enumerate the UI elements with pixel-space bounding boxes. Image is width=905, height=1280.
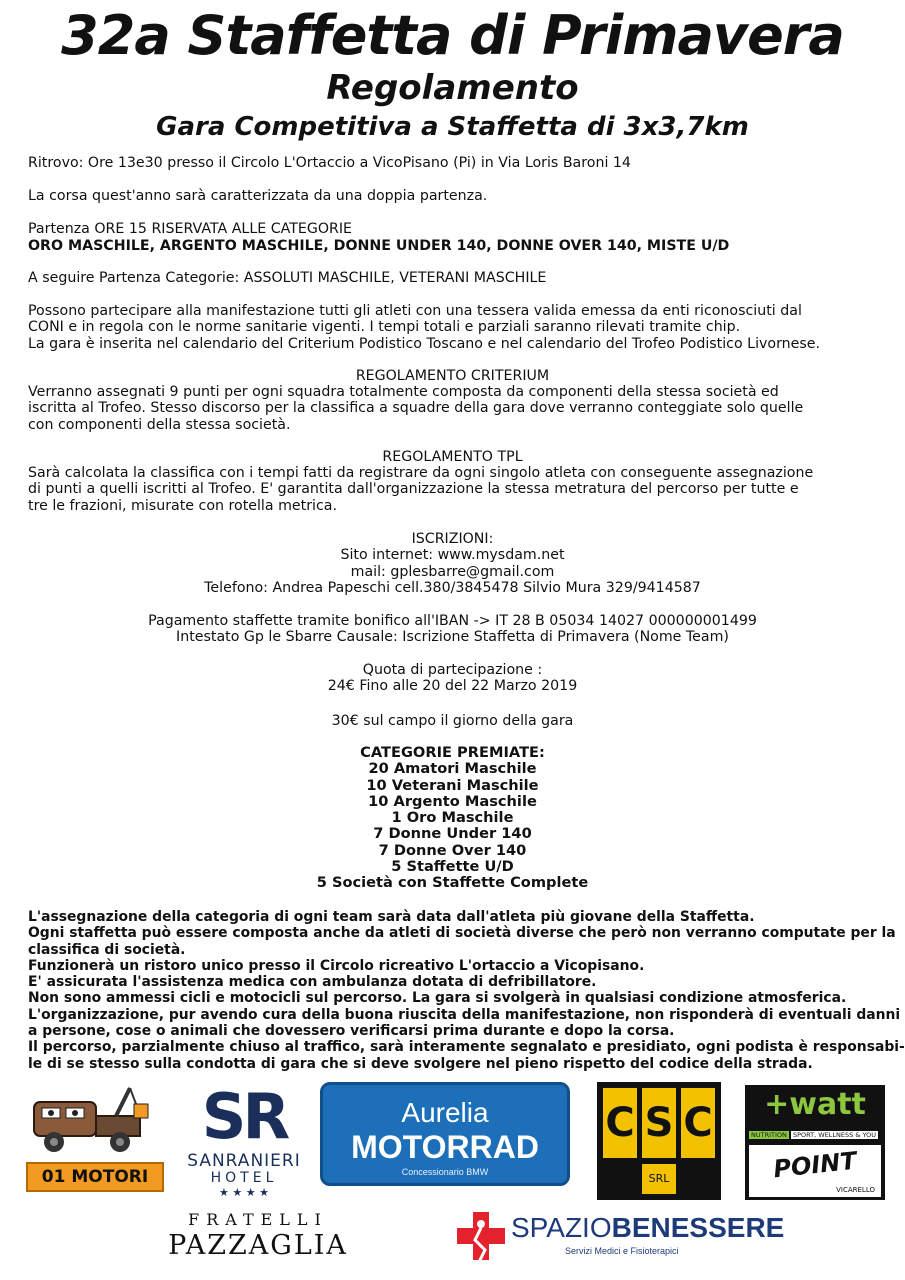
categoria-item: 7 Donne Under 140 (373, 825, 532, 843)
spazio-subtitle: Servizi Medici e Fisioterapici (565, 1246, 679, 1256)
sponsor-01-motori-logo (26, 1080, 166, 1195)
rule-line: Non sono ammessi cicli e motocicli sul percorso. La gara si svolgerà in qualsiasi condizione atmosferica. (28, 990, 847, 1007)
tpl-line: Sarà calcolata la classifica con i tempi fatti da registrare da ogni singolo atleta con conseguente assegnazione (28, 465, 814, 481)
sito-line: Sito internet: www.mysdam.net (340, 547, 565, 564)
tpl-line: tre le frazioni, misurate con rotella metrica. (28, 497, 337, 514)
doppia-partenza-line: La corsa quest'anno sarà caratterizzata da una doppia partenza. (28, 188, 488, 204)
tow-truck-icon (26, 1080, 166, 1160)
partenza-line-2: ORO MASCHILE, ARGENTO MASCHILE, DONNE UNDER 140, DONNE OVER 140, MISTE U/D (28, 238, 730, 254)
iscrizioni-block (0, 531, 905, 596)
sanranieri-stars: ★ ★ ★ ★ (219, 1186, 269, 1199)
watt-point: POINT (772, 1146, 858, 1184)
watt-tag-2: SPORT, WELLNESS & YOU (792, 1131, 876, 1139)
iscrizioni-heading: ISCRIZIONI: (411, 531, 494, 547)
quota-heading: Quota di partecipazione : (362, 662, 543, 678)
pagamento-block (0, 613, 905, 646)
csc-letter: C (603, 1088, 637, 1158)
motori-label: 01 MOTORI (26, 1162, 164, 1192)
pazzaglia-fratelli: FRATELLI (188, 1210, 328, 1229)
csc-srl: SRL (642, 1164, 676, 1194)
seguire-line: A seguire Partenza Categorie: ASSOLUTI MASCHILE, VETERANI MASCHILE (28, 270, 547, 286)
sanranieri-name: SANRANIERI (187, 1151, 301, 1171)
sponsor-aurelia-motorrad-logo (320, 1082, 570, 1186)
mail-line: mail: gplesbarre@gmail.com (350, 563, 555, 580)
quota-early: 24€ Fino alle 20 del 22 Marzo 2019 (327, 678, 578, 695)
intestato-line: Intestato Gp le Sbarre Causale: Iscrizione Staffetta di Primavera (Nome Team) (176, 629, 729, 646)
categoria-item: 5 Società con Staffette Complete (316, 874, 589, 892)
benessere-word: BENESSERE (611, 1212, 785, 1243)
sponsor-spazio-benessere-logo (455, 1208, 785, 1268)
categoria-item: 1 Oro Maschile (391, 809, 514, 827)
watt-tag-1: NUTRITION (751, 1131, 787, 1139)
rule-line: Ogni staffetta può essere composta anche da atleti di società diverse che però non verranno computate per la (28, 925, 896, 942)
csc-letter: S (642, 1088, 676, 1158)
rule-line: L'organizzazione, pur avendo cura della buona riuscita della manifestazione, non risponderà di eventuali danni (28, 1006, 901, 1023)
sponsor-watt-point-logo (745, 1085, 885, 1200)
pazzaglia-name: PAZZAGLIA (168, 1230, 348, 1261)
page-subtitle: Regolamento (326, 68, 579, 108)
tpl-paragraph (28, 465, 878, 514)
pagamento-line: Pagamento staffette tramite bonifico all'IBAN -> IT 28 B 05034 14027 000000001499 (148, 613, 757, 629)
categoria-item: 5 Staffette U/D (391, 858, 514, 876)
ritrovo-line: Ritrovo: Ore 13e30 presso il Circolo L'Ortaccio a VicoPisano (Pi) in Via Loris Baroni 14 (28, 155, 631, 171)
sponsor-csc-logo (597, 1082, 721, 1200)
categoria-item: 7 Donne Over 140 (378, 841, 527, 859)
rule-line: le di se stesso sulla condotta di gara che si deve svolgere nel pieno rispetto del codice della strada. (28, 1055, 813, 1072)
watt-city: VICARELLO (836, 1186, 875, 1194)
page-title: 32a Staffetta di Primavera (61, 4, 844, 67)
motorrad-label: MOTORRAD (351, 1129, 539, 1165)
medical-cross-icon (455, 1210, 507, 1266)
sponsor-sanranieri-logo (176, 1080, 312, 1203)
categoria-item: 10 Argento Maschile (368, 792, 537, 810)
partenza-line-1: Partenza ORE 15 RISERVATA ALLE CATEGORIE (28, 221, 353, 237)
possono-line-2: CONI e in regola con le norme sanitarie vigenti. I tempi totali e parziali saranno rilevati tramite chip. (28, 319, 741, 336)
criterium-line: Verranno assegnati 9 punti per ogni squadra totalmente composta da componenti della stessa società ed (28, 384, 779, 400)
telefono-line: Telefono: Andrea Papeschi cell.380/3845478 Silvio Mura 329/9414587 (204, 579, 701, 596)
rule-line: Funzionerà un ristoro unico presso il Circolo ricreativo L'ortaccio a Vicopisano. (28, 957, 645, 974)
csc-letter: C (681, 1088, 715, 1158)
rule-line: L'assegnazione della categoria di ogni team sarà data dall'atleta più giovane della Staffetta. (28, 909, 755, 925)
rule-line: E' assicurata l'assistenza medica con ambulanza dotata di defribillatore. (28, 974, 597, 991)
criterium-paragraph (28, 384, 878, 433)
sanranieri-hotel: HOTEL (210, 1170, 278, 1186)
rule-line: a persone, cose o animali che dovessero verificarsi prima durante e dopo la corsa. (28, 1023, 675, 1040)
sponsor-pazzaglia-logo (140, 1210, 376, 1266)
rule-line: Il percorso, parzialmente chiuso al traffico, sarà interamente segnalato e presidiato, ogni podista è responsabi- (28, 1039, 905, 1056)
categorie-heading: CATEGORIE PREMIATE: (360, 744, 545, 761)
sanranieri-monogram: SR (201, 1080, 287, 1153)
possono-paragraph (28, 303, 878, 352)
possono-line-1: Possono partecipare alla manifestazione tutti gli atleti con una tessera valida emessa da enti riconosciuti dal (28, 303, 802, 319)
watt-brand: +watt (764, 1087, 866, 1122)
rule-line: classifica di società. (28, 941, 186, 958)
quota-late: 30€ sul campo il giorno della gara (331, 713, 574, 729)
aurelia-label: Aurelia (401, 1097, 489, 1128)
categorie-block (0, 745, 905, 892)
tpl-heading: REGOLAMENTO TPL (382, 449, 523, 465)
criterium-line: iscritta al Trofeo. Stesso discorso per la classifica a squadre della gara dove verranno conteggiate solo quelle (28, 400, 804, 417)
quota-block (0, 662, 905, 695)
tpl-line: di punti a quelli iscritti al Trofeo. E' garantita dall'organizzazione la stessa metratura del percorso per tutte e (28, 481, 799, 498)
criterium-heading: REGOLAMENTO CRITERIUM (355, 368, 550, 384)
aurelia-subtitle: Concessionario BMW (401, 1167, 489, 1177)
spazio-word: SPAZIO (511, 1212, 612, 1243)
criterium-line: con componenti della stessa società. (28, 416, 291, 433)
categoria-item: 10 Veterani Maschile (366, 776, 539, 794)
rules-paragraph (28, 909, 905, 1072)
spazio-wordmark (511, 1212, 784, 1244)
watt-tagline (749, 1129, 881, 1141)
possono-line-3: La gara è inserita nel calendario del Criterium Podistico Toscano e nel calendario del Trofeo Podistico Livornese. (28, 335, 821, 352)
race-type: Gara Competitiva a Staffetta di 3x3,7km (156, 112, 749, 142)
categoria-item: 20 Amatori Maschile (368, 760, 537, 778)
watt-point-panel (749, 1145, 881, 1197)
